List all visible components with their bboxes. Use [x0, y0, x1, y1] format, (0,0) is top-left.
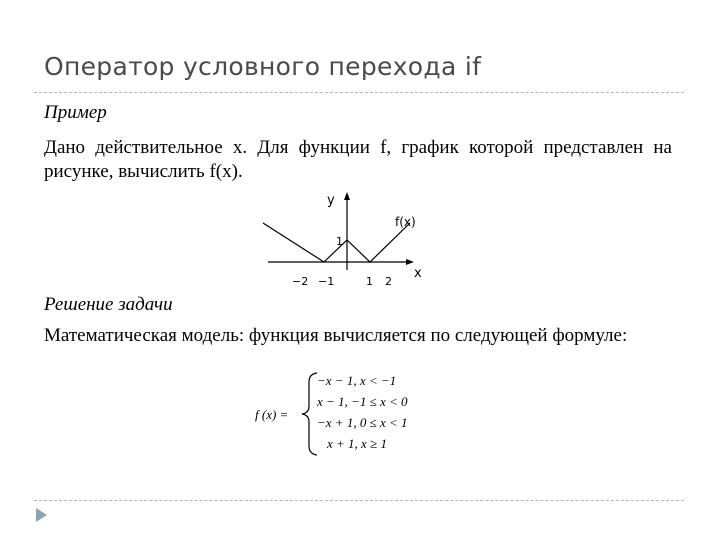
problem-text: Дано действительное x. Для функции f, график которой представлен на рисунке, вычислить f(x). [44, 137, 672, 182]
formula-lhs: f (x) = [255, 407, 289, 422]
y-axis-arrow [344, 192, 350, 200]
formula-brace [302, 373, 317, 455]
tick-label-minus1: −1 [318, 275, 335, 288]
formula-case-3: −x + 1, 0 ≤ x < 1 [317, 415, 408, 430]
x-axis-label: x [414, 266, 422, 281]
formula-case-1: −x − 1, x < −1 [317, 373, 397, 388]
solution-heading: Решение задачи [44, 294, 173, 315]
y-axis-label: y [327, 193, 335, 208]
piecewise-formula [255, 370, 435, 458]
curve-label: f(x) [395, 215, 416, 229]
example-heading: Пример [44, 102, 107, 123]
tick-label-1-y: 1 [336, 235, 343, 248]
formula-case-4: x + 1, x ≥ 1 [327, 436, 387, 451]
tick-label-minus2: −2 [292, 275, 309, 288]
footer-divider [34, 500, 684, 501]
slide-title: Оператор условного перехода if [44, 52, 482, 81]
arrow-right-icon[interactable] [33, 507, 49, 523]
model-text: Математическая модель: функция вычисляется по следующей формуле: [44, 325, 628, 346]
tick-label-2: 2 [385, 275, 392, 288]
function-graph [258, 190, 433, 290]
x-axis-arrow [406, 259, 414, 265]
formula-case-2: x − 1, −1 ≤ x < 0 [317, 394, 408, 409]
title-divider [34, 92, 684, 93]
tick-label-1: 1 [366, 275, 373, 288]
